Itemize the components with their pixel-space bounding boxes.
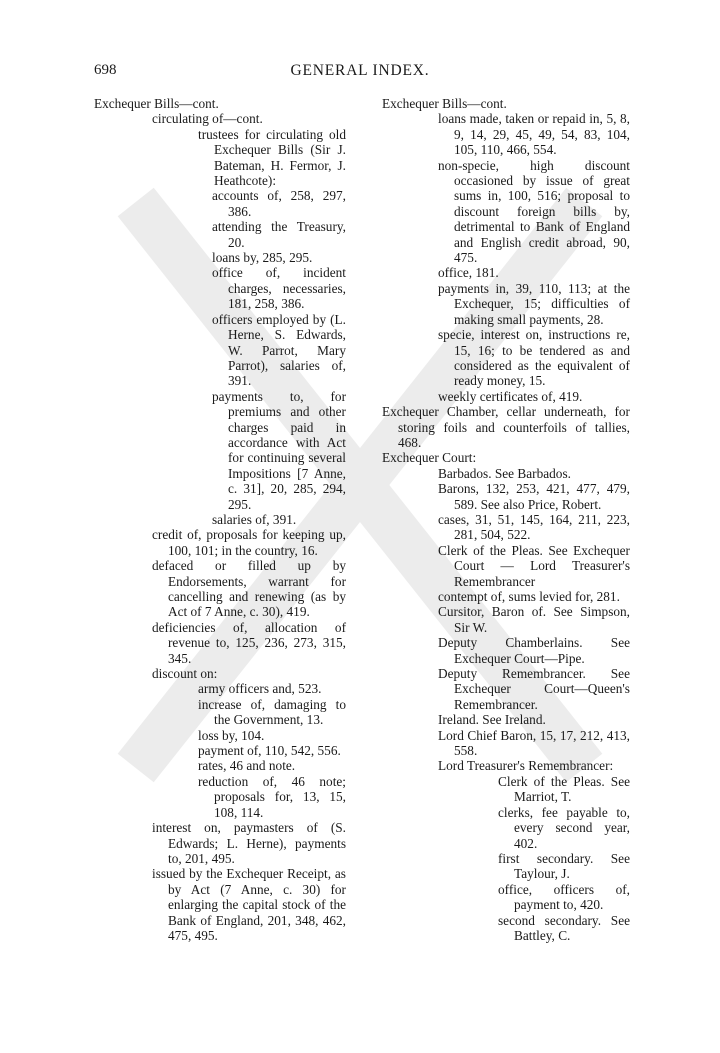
index-subentry: issued by the Exchequer Receipt, as by Act (7 Anne, c. 30) for enlarging the capital stock of the Bank of England, 201, 348, 462, 475, 495.: [152, 866, 346, 943]
index-subentry: office of, incident charges, necessaries, 181, 258, 386.: [212, 265, 346, 312]
index-subentry: Barons, 132, 253, 421, 477, 479, 589. See also Price, Robert.: [438, 481, 630, 512]
index-subentry: interest on, paymasters of (S. Edwards; L. Herne), payments to, 201, 495.: [152, 820, 346, 866]
index-subentry: credit of, proposals for keeping up, 100, 101; in the country, 16.: [152, 527, 346, 558]
index-subentry: officers employed by (L. Herne, S. Edwards, W. Parrot, Mary Parrot), salaries of, 391.: [212, 311, 346, 389]
index-subentry: Deputy Chamberlains. See Exchequer Court—Pipe.: [438, 635, 630, 666]
index-column-left: [94, 96, 346, 943]
index-subentry: payments in, 39, 110, 113; at the Exchequer, 15; difficulties of making small payments, 28.: [438, 280, 630, 327]
index-entry-heading: Exchequer Court:: [382, 450, 477, 466]
index-subentry: loss by, 104.: [198, 727, 265, 743]
index-subentry: Lord Treasurer's Remembrancer:: [438, 758, 614, 774]
index-subentry: salaries of, 391.: [212, 511, 297, 527]
index-subentry: Lord Chief Baron, 15, 17, 212, 413, 558.: [438, 727, 630, 759]
index-subentry: office, officers of, payment to, 420.: [498, 881, 630, 913]
index-subentry: Cursitor, Baron of. See Simpson, Sir W.: [438, 604, 630, 635]
index-subentry: cases, 31, 51, 145, 164, 211, 223, 281, 504, 522.: [438, 511, 630, 543]
index-subentry: Deputy Remembrancer. See Exchequer Court—Queen's Remembrancer.: [438, 666, 630, 712]
index-subentry: Clerk of the Pleas. See Marriot, T.: [498, 773, 630, 805]
index-subentry: loans by, 285, 295.: [212, 250, 313, 266]
page-number: 698: [94, 62, 117, 78]
index-subentry: second secondary. See Battley, C.: [498, 912, 630, 943]
index-subentry: Clerk of the Pleas. See Exchequer Court — Lord Treasurer's Remembrancer: [438, 542, 630, 589]
index-subentry: circulating of—cont.: [152, 111, 263, 127]
index-column-right: [382, 96, 630, 943]
index-subentry: attending the Treasury, 20.: [212, 219, 346, 250]
index-entry-heading: Exchequer Bills—cont.: [382, 96, 507, 111]
index-subentry: payment of, 110, 542, 556.: [198, 743, 341, 759]
index-subentry: army officers and, 523.: [198, 681, 322, 697]
index-subentry: contempt of, sums levied for, 281.: [438, 589, 620, 604]
index-subentry: loans made, taken or repaid in, 5, 8, 9, 14, 29, 45, 49, 54, 83, 104, 105, 110, 466, 554.: [438, 111, 630, 158]
index-subentry: deficiencies of, allocation of revenue to, 125, 236, 273, 315, 345.: [152, 619, 346, 666]
index-subentry: Barbados. See Barbados.: [438, 465, 571, 481]
running-title: GENERAL INDEX.: [290, 62, 430, 79]
index-subentry: rates, 46 and note.: [198, 758, 296, 774]
index-subentry: accounts of, 258, 297, 386.: [212, 188, 346, 219]
index-subentry: defaced or filled up by Endorsements, warrant for cancelling and renewing (as by Act of 7 Anne, c. 30), 419.: [152, 558, 346, 620]
index-subentry: payments to, for premiums and other charges paid in accordance with Act for continuing several Impositions [7 Anne, c. 31], 20, 285, 294, 295.: [212, 388, 346, 512]
index-subentry: Ireland. See Ireland.: [438, 712, 546, 728]
index-subentry: weekly certificates of, 419.: [438, 388, 583, 404]
index-subentry: discount on:: [152, 666, 218, 682]
index-entry-heading: Exchequer Bills—cont.: [94, 96, 219, 111]
index-subentry: increase of, damaging to the Government, 13.: [198, 696, 346, 728]
index-subentry: office, 181.: [438, 265, 499, 281]
index-entry-heading: Exchequer Chamber, cellar underneath, for storing foils and counterfoils of tallies, 468.: [382, 404, 630, 450]
index-subentry: trustees for circulating old Exchequer Bills (Sir J. Bateman, H. Fermor, J. Heathcote):: [198, 126, 346, 189]
index-subentry: clerks, fee payable to, every second year, 402.: [498, 804, 630, 851]
index-subentry: specie, interest on, instructions re, 15, 16; to be tendered as and considered as the equivalent of ready money, 15.: [438, 327, 630, 389]
index-subentry: first secondary. See Taylour, J.: [498, 850, 630, 882]
index-subentry: reduction of, 46 note; proposals for, 13, 15, 108, 114.: [198, 773, 346, 820]
index-subentry: non-specie, high discount occasioned by issue of great sums in, 100, 516; proposal to discount foreign bills by, detrimental to Bank of England and English credit abroad, 90, 475.: [438, 157, 630, 266]
